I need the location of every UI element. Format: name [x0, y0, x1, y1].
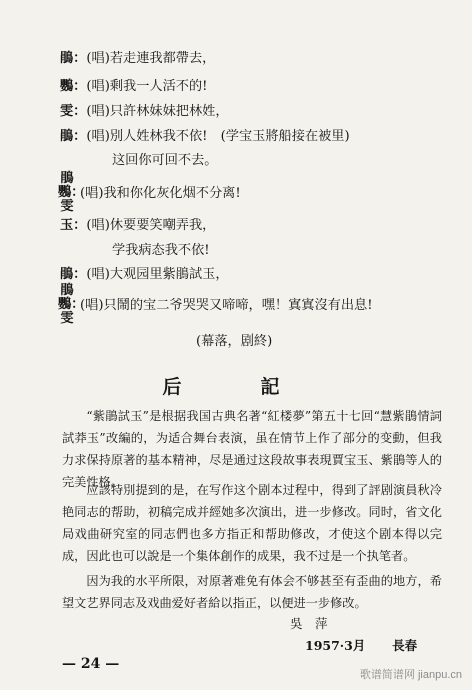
speaker: 玉：	[60, 218, 87, 233]
dialogue-line-1	[60, 50, 215, 68]
author-name: 吳 萍	[290, 616, 328, 631]
lyric: (唱)只許林妹妹把林姓，	[86, 104, 229, 119]
speaker: 雯：	[60, 104, 87, 119]
paragraph: 因为我的水平所限，对原著难免有体会不够甚至有歪曲的地方，希望文艺界同志及戏曲爱好者給以指正，以便进一步修改。	[62, 574, 442, 610]
paragraph: “紫鵑試玉”是根据我国古典名著“紅楼夢”第五十七回“慧紫鵑情詞試莽玉”改編的，为适合舞台表演，虽在情节上作了部分的变動，但我力求保持原著的基本精神，尽是通过这段故事表現賈宝玉、紫鵑等人的完美性格。	[62, 409, 442, 489]
lyric: (唱)別人姓林我不依! (学宝玉將船接在被里)	[86, 129, 350, 144]
dialogue-line-10	[80, 297, 373, 315]
lyric: (唱)大观园里紫鵑試玉，	[86, 267, 229, 282]
dialogue-line-6	[80, 185, 241, 203]
dialogue-line-5	[112, 152, 218, 170]
speaker: 鵑：	[60, 267, 87, 282]
dialogue-line-2	[60, 78, 207, 96]
stage-direction: (幕落，剧終)	[196, 334, 273, 349]
paragraph: 应該特別提到的是，在写作这个剧本过程中，得到了評剧演員秋冷艳同志的帮助，初稿完成并經她多次演出，进一步修改。同时，省文化局戏曲研究室的同志們也多方指正和帮助修改，才使这个剧本得以完成，因此也可以說是一个集体創作的成果，我不过是一个执笔者。	[62, 483, 442, 563]
lyric: (唱)只鬧的宝二爷哭哭又啼啼，嘿！寘寘沒有出息!	[80, 298, 373, 313]
dialogue-line-8	[112, 242, 210, 260]
lyric: (唱)剩我一人活不的!	[86, 79, 208, 94]
dialogue-line-7	[60, 217, 215, 235]
lyric: (唱)若走連我都帶去，	[86, 51, 216, 66]
watermark: 歌谱简谱网 jianpu.cn	[359, 669, 462, 681]
dialogue-line-9	[60, 266, 229, 284]
lyric: (唱)休要要笑嘲弄我，	[86, 218, 216, 233]
speaker: 鵑：	[60, 51, 87, 66]
speaker: 鸚：	[60, 79, 87, 94]
speaker-stack: 鵑 鸚： 雯	[58, 283, 85, 326]
section-title: 后 記	[162, 376, 310, 398]
page-number: — 24 —	[62, 656, 120, 672]
dialogue-line-4	[60, 128, 350, 146]
lyric: 这回你可回不去。	[112, 153, 218, 168]
dialogue-line-3	[60, 103, 229, 121]
speaker-stack: 鵑 鸚： 雯	[58, 171, 85, 214]
signature-date: 1957·3月 長春	[305, 638, 418, 653]
lyric: 学我病态我不依!	[112, 243, 210, 258]
speaker: 鵑：	[60, 129, 87, 144]
lyric: (唱)我和你化灰化烟不分离!	[80, 186, 241, 201]
